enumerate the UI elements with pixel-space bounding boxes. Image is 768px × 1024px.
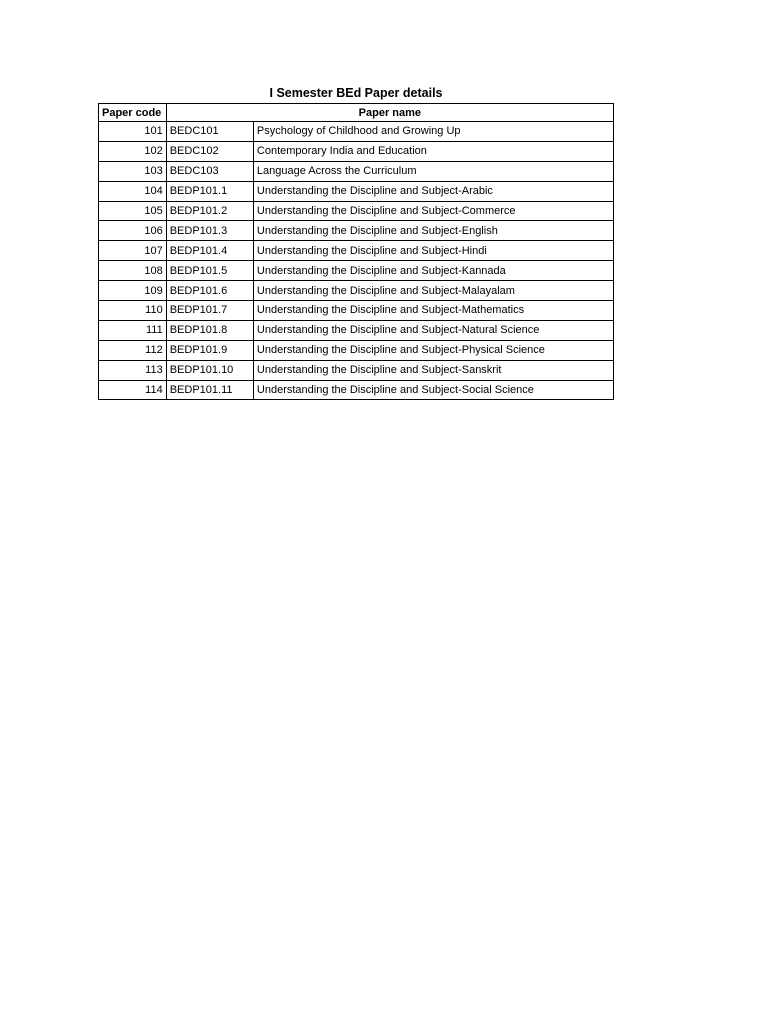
paper-number-cell: 106 <box>99 221 167 241</box>
paper-code-cell: BEDC103 <box>166 161 253 181</box>
paper-name-cell: Understanding the Discipline and Subject-English <box>253 221 613 241</box>
table-row <box>99 201 614 221</box>
table-row <box>99 181 614 201</box>
paper-name-cell: Understanding the Discipline and Subject-Hindi <box>253 241 613 261</box>
paper-number-cell: 107 <box>99 241 167 261</box>
paper-name-cell: Understanding the Discipline and Subject-Commerce <box>253 201 613 221</box>
table-row <box>99 221 614 241</box>
table-row <box>99 320 614 340</box>
paper-code-cell: BEDP101.3 <box>166 221 253 241</box>
table-row <box>99 241 614 261</box>
paper-code-cell: BEDP101.7 <box>166 301 253 321</box>
paper-code-cell: BEDP101.11 <box>166 380 253 400</box>
table-row <box>99 380 614 400</box>
paper-code-cell: BEDP101.9 <box>166 340 253 360</box>
paper-name-cell: Understanding the Discipline and Subject-Kannada <box>253 261 613 281</box>
paper-number-cell: 109 <box>99 281 167 301</box>
table-row <box>99 360 614 380</box>
paper-code-cell: BEDP101.1 <box>166 181 253 201</box>
paper-code-cell: BEDP101.5 <box>166 261 253 281</box>
paper-name-cell: Understanding the Discipline and Subject-Mathematics <box>253 301 613 321</box>
page-title: I Semester BEd Paper details <box>269 86 443 100</box>
paper-code-cell: BEDC102 <box>166 141 253 161</box>
paper-name-cell: Understanding the Discipline and Subject-Malayalam <box>253 281 613 301</box>
paper-code-cell: BEDP101.8 <box>166 320 253 340</box>
table-row <box>99 161 614 181</box>
paper-number-cell: 102 <box>99 141 167 161</box>
paper-name-cell: Psychology of Childhood and Growing Up <box>253 122 613 142</box>
table-header-row <box>99 104 614 122</box>
paper-number-cell: 112 <box>99 340 167 360</box>
paper-name-header: Paper name <box>166 104 613 122</box>
table-row <box>99 261 614 281</box>
paper-number-cell: 113 <box>99 360 167 380</box>
table-row <box>99 281 614 301</box>
paper-number-cell: 110 <box>99 301 167 321</box>
table-row <box>99 141 614 161</box>
paper-number-cell: 105 <box>99 201 167 221</box>
table-body <box>99 122 614 400</box>
paper-number-cell: 104 <box>99 181 167 201</box>
paper-code-header: Paper code <box>99 104 167 122</box>
table-row <box>99 340 614 360</box>
paper-name-cell: Understanding the Discipline and Subject-Arabic <box>253 181 613 201</box>
paper-name-cell: Understanding the Discipline and Subject-Social Science <box>253 380 613 400</box>
paper-code-cell: BEDC101 <box>166 122 253 142</box>
paper-name-cell: Understanding the Discipline and Subject-Natural Science <box>253 320 613 340</box>
table-row <box>99 301 614 321</box>
paper-name-cell: Contemporary India and Education <box>253 141 613 161</box>
paper-number-cell: 103 <box>99 161 167 181</box>
paper-number-cell: 101 <box>99 122 167 142</box>
paper-number-cell: 111 <box>99 320 167 340</box>
paper-number-cell: 108 <box>99 261 167 281</box>
paper-name-cell: Understanding the Discipline and Subject-Physical Science <box>253 340 613 360</box>
paper-number-cell: 114 <box>99 380 167 400</box>
paper-details-table <box>98 103 614 400</box>
paper-code-cell: BEDP101.6 <box>166 281 253 301</box>
paper-code-cell: BEDP101.2 <box>166 201 253 221</box>
paper-code-cell: BEDP101.10 <box>166 360 253 380</box>
paper-name-cell: Language Across the Curriculum <box>253 161 613 181</box>
table-row <box>99 122 614 142</box>
paper-name-cell: Understanding the Discipline and Subject-Sanskrit <box>253 360 613 380</box>
paper-code-cell: BEDP101.4 <box>166 241 253 261</box>
